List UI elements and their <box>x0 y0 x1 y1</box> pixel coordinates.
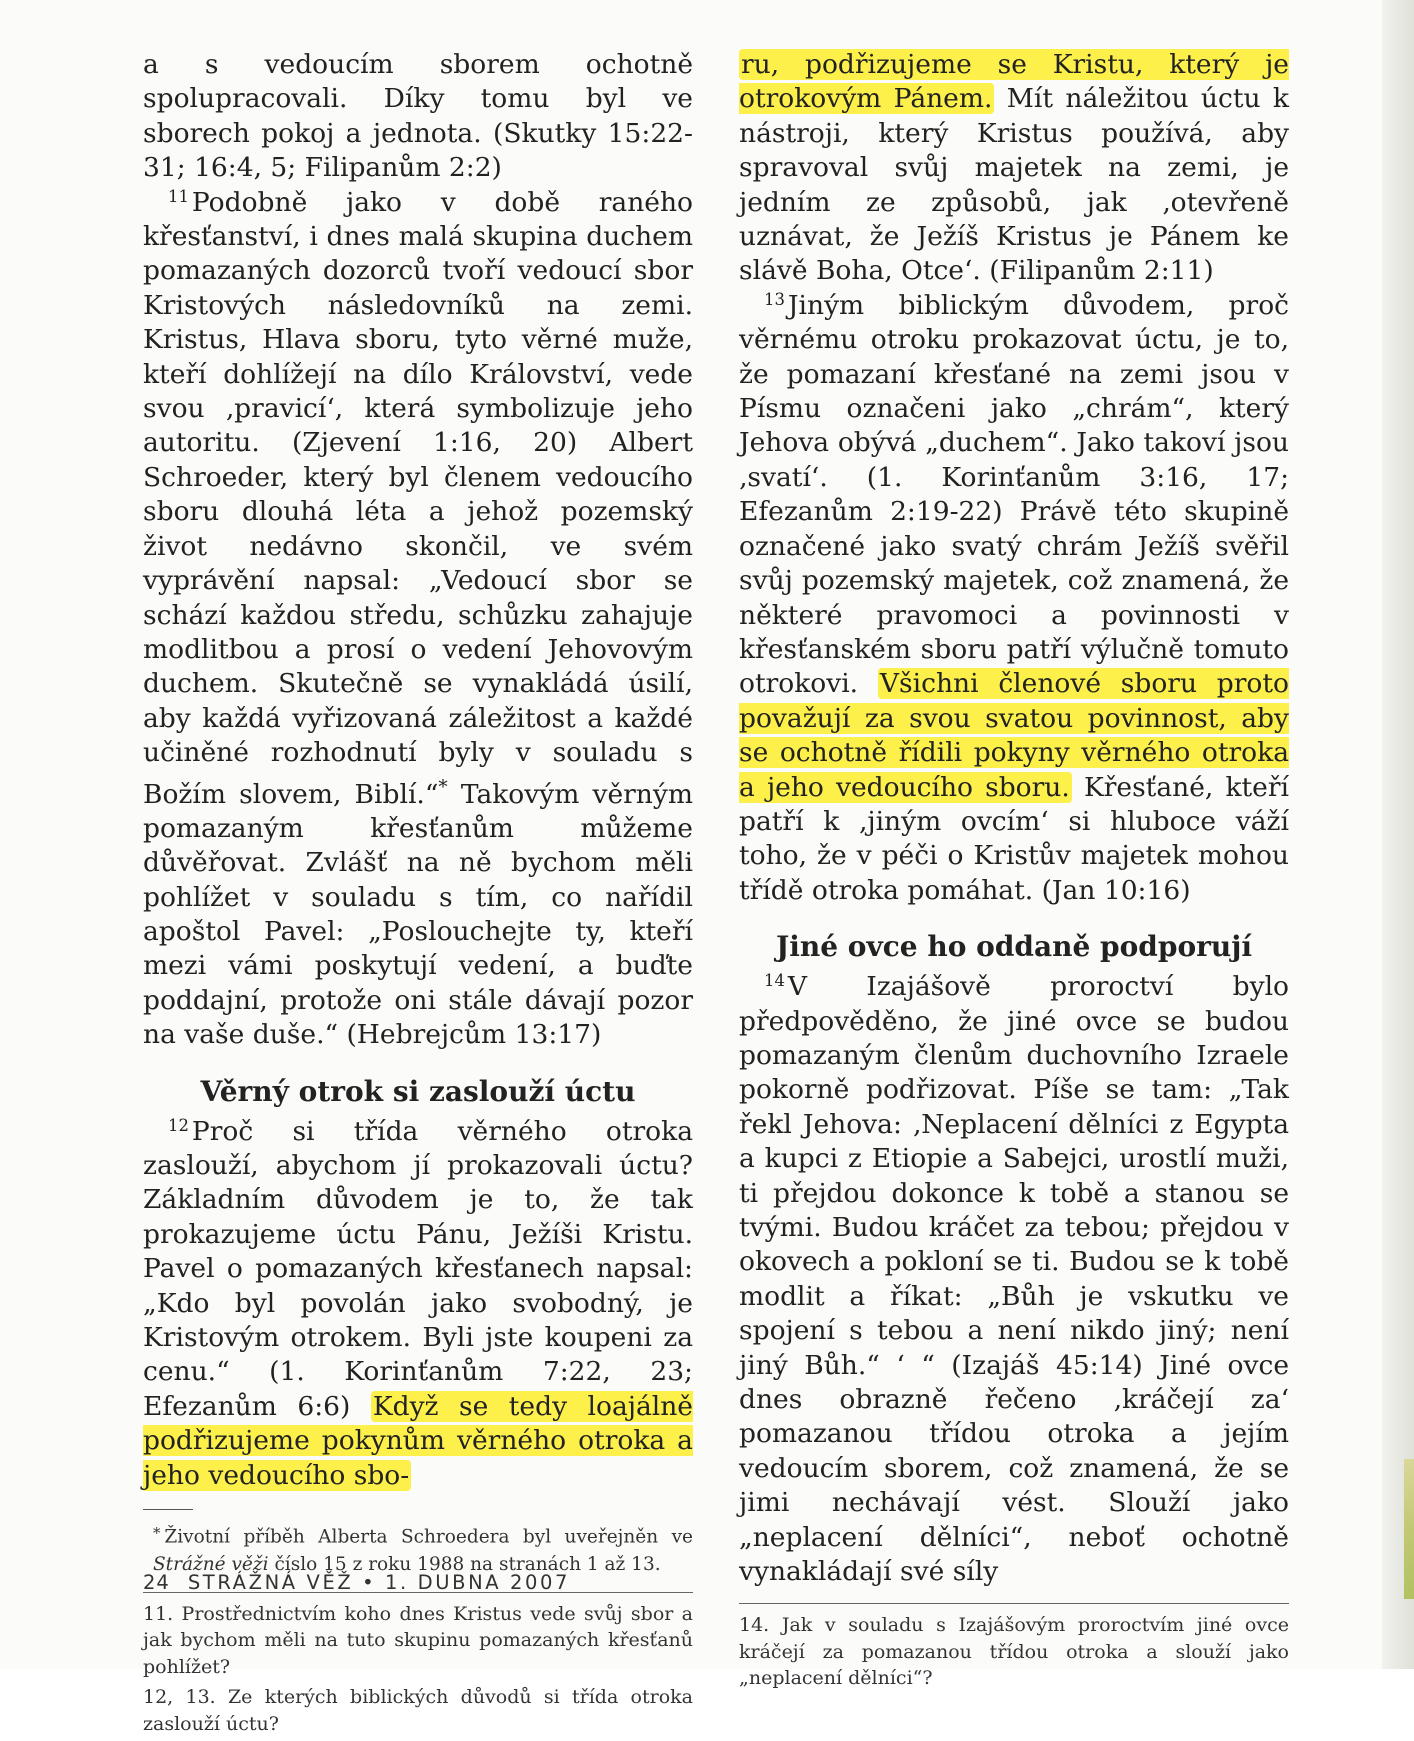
subheading: Jiné ovce ho oddaně podporují <box>776 930 1252 964</box>
paragraph-number: 12 <box>168 1115 189 1135</box>
paragraph-text-b: Křesťané, kteří patří k ‚jiným ovcím‘ si hluboce váží toho, že v péči o Kristův majetek mohou třídě otroka pomáhat. (Jan 10:16) <box>739 771 1289 906</box>
paragraph-text: Proč si třída věrného otroka zaslouží, abychom jí prokazovali úctu? Základním důvodem je to, že tak prokazujeme úctu Pánu, Ježíši Kristu. Pavel o pomazaných křesťanech napsal: „Kdo byl povolán jako svobodný, je Kristovým otrokem. Byli jste koupeni za cenu.“ (1. Korinťanům 7:22, 23; Efezanům 6:6) <box>143 1115 693 1422</box>
paragraph-14 <box>739 970 1289 1589</box>
right-column <box>739 48 1289 1696</box>
highlighted-text: ru, podřizujeme se Kristu, který je otrokovým Pánem. <box>739 49 1289 115</box>
footnote-divider <box>143 1509 193 1510</box>
paragraph-number: 14 <box>764 971 785 991</box>
paragraph-text-b: Takovým věrným pomazaným křesťanům můžeme důvěřovat. Zvlášť na ně bychom měli pohlížet v souladu s tím, co nařídil apoštol Pavel: „Poslouchejte ty, kteří mezi vámi poskytují vedení, a buďte poddajní, protože oni stále dávají pozor na vaše duše.“ (Hebrejcům 13:17) <box>143 778 693 1051</box>
edge-stain <box>1404 1459 1414 1599</box>
page-footer <box>143 1571 570 1594</box>
highlighted-text: Když se tedy loajálně podřizujeme pokynům věrného otroka a jeho vedoucího sbo- <box>143 1390 693 1491</box>
page-number: 24 <box>143 1571 170 1594</box>
footnote-star: * <box>153 1525 161 1543</box>
paragraph-12 <box>143 1115 693 1493</box>
footnote-text-b: číslo 15 z roku 1988 na stranách 1 až 13. <box>274 1553 661 1575</box>
study-question: 12, 13. Ze kterých biblických důvodů si třída otroka zaslouží úctu? <box>143 1686 693 1735</box>
paragraph-text: Mít náležitou úctu k nástroji, který Kristus používá, aby spravoval svůj majetek na zemi, je jedním ze způsobů, jak ‚otevřeně uznávat, že Ježíš Kristus je Pánem ke slávě Boha, Otce‘. (Filipanům 2:11) <box>739 83 1289 287</box>
paragraph-11 <box>143 186 693 1053</box>
paragraph-text: Jiným biblickým důvodem, proč věrnému otroku prokazovat úctu, je to, že pomazaní křesťané na zemi jsou v Písmu označeni jako „chrám“, který Jehova obývá „duchem“. Jako takoví jsou ‚svatí‘. (1. Korinťanům 3:16, 17; Efezanům 2:19-22) Právě této skupině označené jako svatý chrám Ježíš svěřil svůj pozemský majetek, což znamená, že některé pravomoci a povinnosti v křesťanském sboru patří výlučně tomuto otrokovi. <box>739 289 1289 700</box>
paragraph-text: Podobně jako v době raného křesťanství, i dnes malá skupina duchem pomazaných dozorců tvoří vedoucí sbor Kristových následovníků na zemi. Kristus, Hlava sboru, tyto věrné muže, kteří dohlížejí na dílo Království, vede svou ‚pravicí‘, která symbolizuje jeho autoritu. (Zjevení 1:16, 20) Albert Schroeder, který byl členem vedoucího sboru dlouhá léta a jehož pozemský život nedávno skončil, ve svém vyprávění napsal: „Vedoucí sbor se schází každou středu, schůzku zahajuje modlitbou a prosí o vedení Jehovovým duchem. Skutečně se vynakládá úsilí, aby každá vyřizovaná záležitost a každé učiněné rozhodnutí byly v souladu s Božím slovem, Biblí.“ <box>143 186 693 810</box>
footnote-marker[interactable]: * <box>438 776 448 798</box>
study-question: 14. Jak v souladu s Izajášovým proroctvím jiné ovce kráčejí za pomazanou třídou otroka a slouží jako „neplacení dělníci“? <box>739 1614 1289 1690</box>
paragraph-text: V Izajášově proroctví bylo předpověděno, že jiné ovce se budou pomazaným členům duchovního Izraele pokorně podřizovat. Píše se tam: „Tak řekl Jehova: ‚Neplacení dělníci z Egypta a kupci z Etiopie a Sabejci, urostlí muži, ti přejdou dokonce k tobě a stanou se tvými. Budou kráčet za tebou; přejdou v okovech a pokloní se ti. Budou se k tobě modlit a říkat: „Bůh je vskutku ve spojení s tebou a není nikdo jiný; není jiný Bůh.“ ‘ “ (Izajáš 45:14) Jiné ovce dnes obrazně řečeno ‚kráčejí za‘ pomazanou třídou otroka a jejím vedoucím sborem, což znamená, že se jimi nechávají vést. Slouží jako „neplacení dělníci“, neboť ochotně vynakládají své síly <box>739 971 1289 1588</box>
questions-divider <box>739 1603 1289 1604</box>
paragraph-number: 13 <box>764 289 785 309</box>
highlighted-text: Všichni členové sboru proto považují za svou svatou povinnost, aby se ochotně řídili pokyny věrného otroka a jeho vedoucího sboru. <box>739 668 1289 803</box>
study-question: 11. Prostřednictvím koho dnes Kristus vede svůj sbor a jak bychom měli na tuto skupinu pomazaných křesťanů pohlížet? <box>143 1602 693 1678</box>
paragraph-number: 11 <box>168 186 189 206</box>
publication-line: STRÁŽNÁ VĚŽ • 1. DUBNA 2007 <box>187 1571 571 1594</box>
page-edge-strip <box>1382 0 1414 1669</box>
paragraph-13 <box>739 289 1289 908</box>
paragraph-continuation <box>739 48 1289 289</box>
paragraph-continuation: a s vedoucím sborem ochotně spolupracovali. Díky tomu byl ve sborech pokoj a jednota. (Skutky 15:22-31; 16:4, 5; Filipanům 2:2) <box>143 49 693 184</box>
left-column <box>143 48 693 1741</box>
footnote <box>143 1520 693 1577</box>
footnote-text-a: Životní příběh Alberta Schroedera byl uveřejněn ve <box>164 1526 693 1548</box>
subheading: Věrný otrok si zaslouží úctu <box>200 1074 636 1108</box>
study-questions <box>739 1612 1289 1692</box>
magazine-title: Strážné věži <box>153 1553 269 1575</box>
